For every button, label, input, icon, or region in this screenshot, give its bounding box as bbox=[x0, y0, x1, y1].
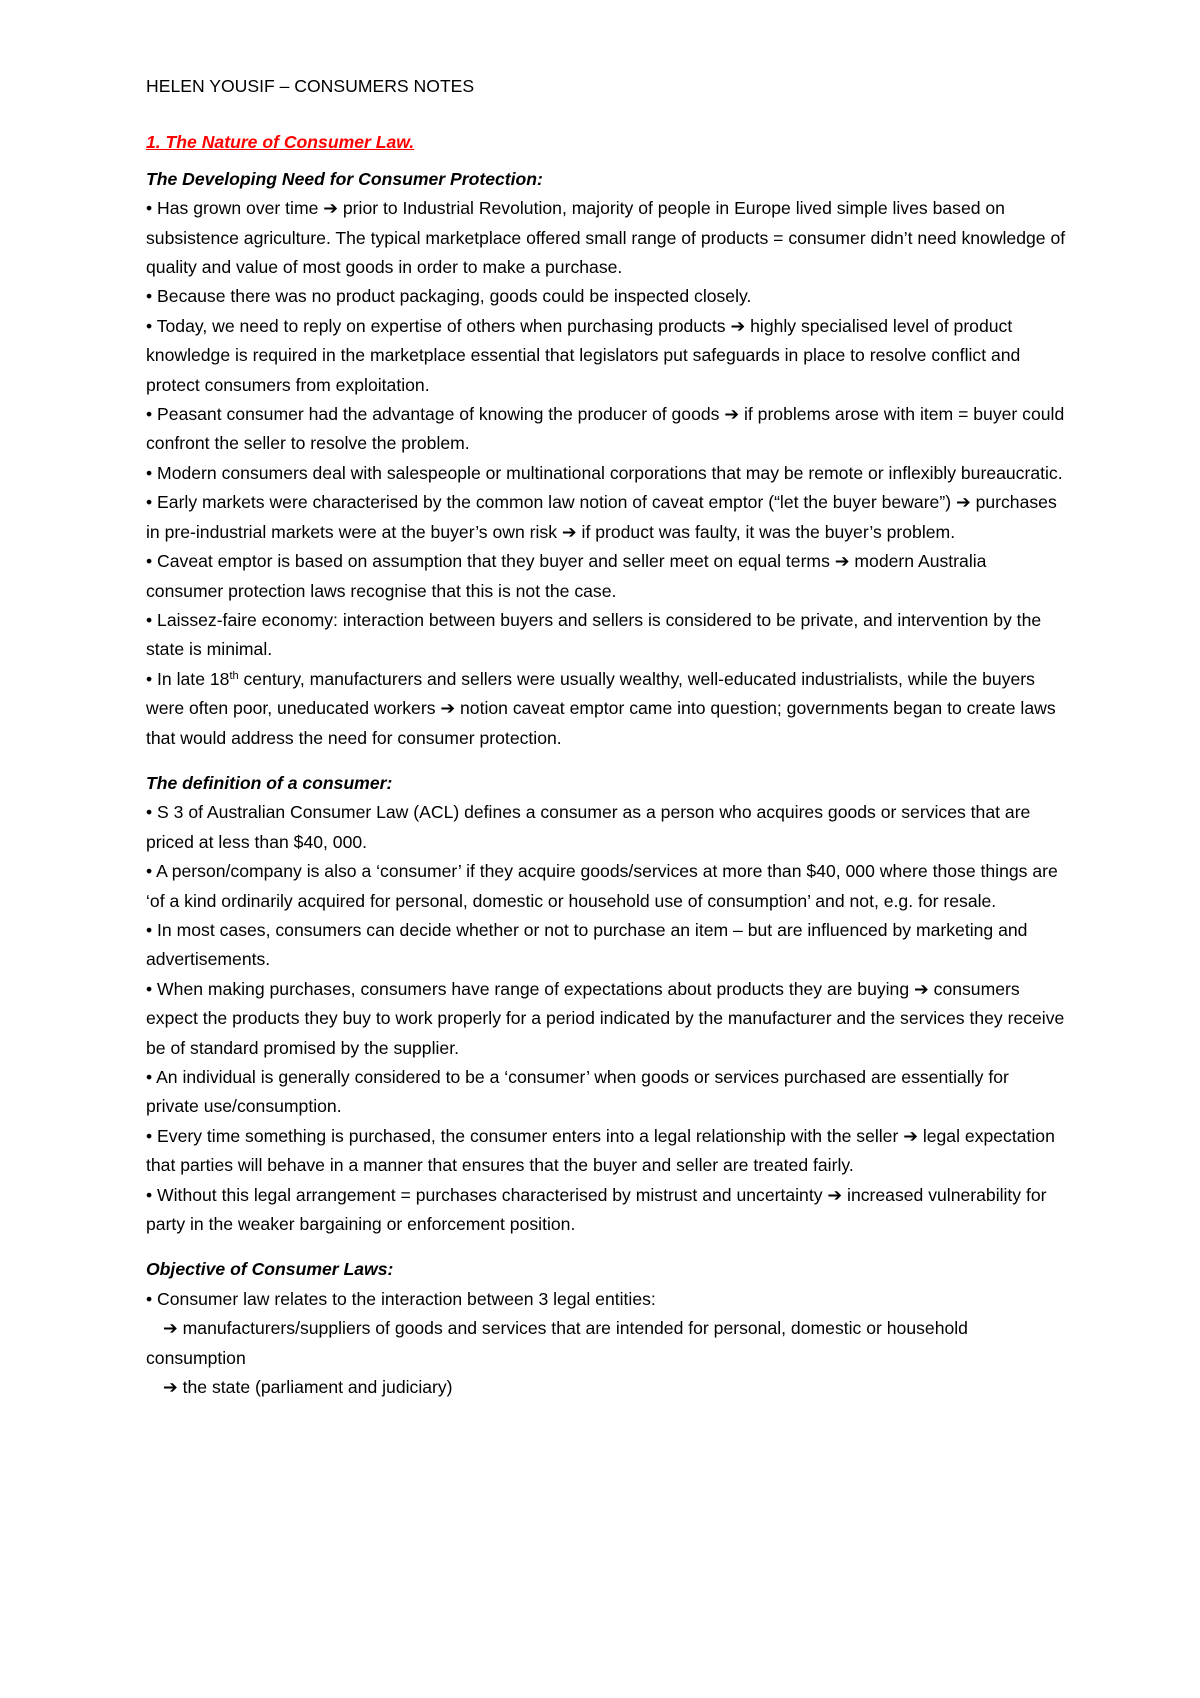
page-header: HELEN YOUSIF – CONSUMERS NOTES bbox=[146, 76, 475, 96]
bullet-point: • In most cases, consumers can decide whether or not to purchase an item – but are influenced by marketing and advertisements. bbox=[146, 919, 1028, 970]
bullet-point: • When making purchases, consumers have range of expectations about products they are buying ➔ consumers expect the products they buy to work properly for a period indicated by the manufacturer and the services they receive be of standard promised by the supplier. bbox=[146, 978, 1065, 1058]
document-title: 1. The Nature of Consumer Law. bbox=[146, 132, 415, 153]
bullet-point: • Because there was no product packaging, goods could be inspected closely. bbox=[146, 286, 752, 307]
document-page bbox=[146, 72, 1066, 1418]
bullet-point: • Has grown over time ➔ prior to Industrial Revolution, majority of people in Europe lived simple lives based on subsistence agriculture. The typical marketplace offered small range of products = consumer didn’t need knowledge of quality and value of most goods in order to make a purchase. bbox=[146, 198, 1066, 278]
sub-bullet-point: ➔ manufacturers/suppliers of goods and services that are intended for personal, domestic or household consumption bbox=[146, 1318, 968, 1368]
bullet-point: • Peasant consumer had the advantage of knowing the producer of goods ➔ if problems arose with item = buyer could confront the seller to resolve the problem. bbox=[146, 404, 1065, 454]
section-developing-need bbox=[146, 165, 1066, 753]
bullet-text-start: • In late 18 bbox=[146, 668, 230, 689]
bullet-point: • Caveat emptor is based on assumption that they buyer and seller meet on equal terms ➔ modern Australia consumer protection laws recognise that this is not the case. bbox=[146, 551, 987, 601]
section-heading: The Developing Need for Consumer Protection: bbox=[146, 168, 543, 189]
bullet-point: • A person/company is also a ‘consumer’ if they acquire goods/services at more than $40, 000 where those things are ‘of a kind ordinarily acquired for personal, domestic or household use of consumption’ and not, e.g. for resale. bbox=[146, 861, 1058, 911]
bullet-point: • Today, we need to reply on expertise of others when purchasing products ➔ highly specialised level of product knowledge is required in the marketplace essential that legislators put safeguards in place to resolve conflict and protect consumers from exploitation. bbox=[146, 315, 1021, 395]
bullet-point: • Modern consumers deal with salespeople or multinational corporations that may be remote or inflexibly bureaucratic. bbox=[146, 462, 1063, 483]
section-objective-of-consumer-laws bbox=[146, 1255, 1066, 1402]
section-definition-of-consumer bbox=[146, 769, 1066, 1240]
bullet-point: • Without this legal arrangement = purchases characterised by mistrust and uncertainty ➔ increased vulnerability for party in the weaker bargaining or enforcement position. bbox=[146, 1184, 1047, 1235]
bullet-point: • An individual is generally considered to be a ‘consumer’ when goods or services purchased are essentially for private use/consumption. bbox=[146, 1067, 1009, 1117]
bullet-point: • Laissez-faire economy: interaction between buyers and sellers is considered to be private, and intervention by the state is minimal. bbox=[146, 609, 1042, 660]
bullet-point: • S 3 of Australian Consumer Law (ACL) defines a consumer as a person who acquires goods or services that are priced at less than $40, 000. bbox=[146, 802, 1031, 852]
bullet-point: • Consumer law relates to the interaction between 3 legal entities: bbox=[146, 1288, 656, 1309]
bullet-point-18th-century bbox=[146, 665, 1066, 753]
ordinal-superscript: th bbox=[229, 669, 239, 682]
bullet-point: • Early markets were characterised by the common law notion of caveat emptor (“let the buyer beware”) ➔ purchases in pre-industrial markets were at the buyer’s own risk ➔ if product was faulty, it was the buyer’s problem. bbox=[146, 492, 1057, 542]
section-heading: Objective of Consumer Laws: bbox=[146, 1259, 394, 1280]
bullet-point: • Every time something is purchased, the consumer enters into a legal relationship with the seller ➔ legal expectation that parties will behave in a manner that ensures that the buyer and seller are treated fairly. bbox=[146, 1125, 1055, 1176]
bullet-text-end: century, manufacturers and sellers were usually wealthy, well-educated industrialists, while the buyers were often poor, uneducated workers ➔ notion caveat emptor came into question; governments began to create laws that would address the need for consumer protection. bbox=[146, 668, 1056, 748]
section-heading: The definition of a consumer: bbox=[146, 772, 393, 793]
sub-bullet-point: ➔ the state (parliament and judiciary) bbox=[163, 1377, 453, 1398]
